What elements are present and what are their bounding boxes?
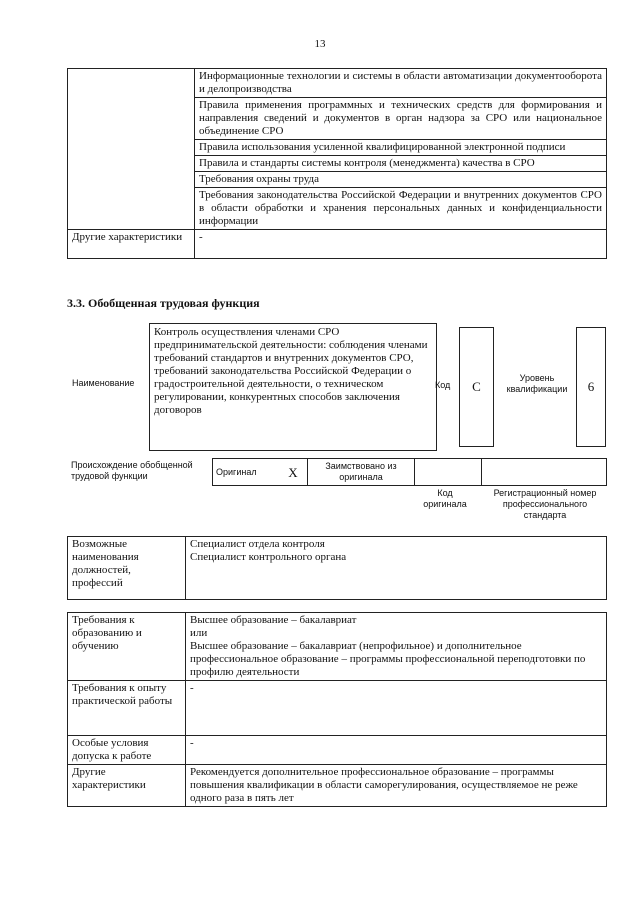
page-number: 13 [314, 38, 326, 50]
knowledge-item: Требования охраны труда [195, 172, 607, 188]
possible-names-table [67, 536, 607, 600]
conditions-value: - [186, 736, 607, 765]
other-characteristics-value: - [195, 230, 607, 259]
knowledge-item: Информационные технологии и системы в области автоматизации документооборота и делопроизводства [195, 69, 607, 98]
list-item: Специалист контрольного органа [190, 551, 347, 563]
list-item: или [190, 627, 208, 639]
table-row [68, 537, 607, 600]
original-label: Оригинал [213, 459, 280, 486]
origin-table [212, 458, 607, 486]
list-item: Высшее образование – бакалавриат (непрофильное) и дополнительное профессиональное образование – программы профессиональной переподготовки по профилю деятельности [190, 640, 586, 678]
education-label: Требования к образованию и обучению [68, 613, 186, 681]
experience-value: - [186, 681, 607, 736]
possible-names-values [186, 537, 607, 600]
table-row [68, 230, 607, 259]
table-row [68, 613, 607, 681]
code-label: Код [435, 380, 451, 390]
knowledge-item: Правила применения программных и технических средств для формирования и направления сведений и документов в орган надзора за СРО или национальное объединение СРО [195, 98, 607, 140]
other-label: Другие характеристики [68, 765, 186, 807]
level-value-box: 6 [576, 327, 606, 447]
row-label-cell [68, 69, 195, 230]
list-item: Высшее образование – бакалавриат [190, 614, 357, 626]
education-values [186, 613, 607, 681]
code-value-box: C [459, 327, 494, 447]
table-row [68, 765, 607, 807]
knowledge-table [67, 68, 607, 259]
table-row [68, 736, 607, 765]
borrowed-label: Заимствовано из оригинала [308, 459, 415, 486]
name-label: Наименование [72, 378, 135, 388]
list-item: Специалист отдела контроля [190, 538, 325, 550]
table-row [213, 459, 607, 486]
origin-label: Происхождение обобщенной трудовой функции [71, 460, 193, 481]
experience-label: Требования к опыту практической работы [68, 681, 186, 736]
registration-number-cell [482, 459, 607, 486]
requirements-table [67, 612, 607, 807]
function-name-box: Контроль осуществления членами СРО предпринимательской деятельности: соблюдения членами требований стандартов и внутренних документов СРО, требований законодательства Российской Федерации о градостроительной деятельности, о техническом регулировании, конкурентных способов заключения договоров [149, 323, 437, 451]
original-mark: X [279, 459, 308, 486]
other-characteristics-label: Другие характеристики [68, 230, 195, 259]
knowledge-item: Требования законодательства Российской Федерации и внутренних документов СРО в области обработки и хранения персональных данных и конфиденциальности информации [195, 188, 607, 230]
registration-number-label: Регистрационный номер профессионального стандарта [493, 488, 597, 520]
original-code-label: Код оригинала [423, 488, 467, 509]
table-row [68, 69, 607, 98]
table-row [68, 681, 607, 736]
section-heading: 3.3. Обобщенная трудовая функция [67, 296, 260, 310]
original-code-cell [415, 459, 482, 486]
possible-names-label: Возможные наименования должностей, профессий [68, 537, 186, 600]
conditions-label: Особые условия допуска к работе [68, 736, 186, 765]
knowledge-item: Правила использования усиленной квалифицированной электронной подписи [195, 140, 607, 156]
level-label: Уровень квалификации [506, 373, 568, 394]
other-value: Рекомендуется дополнительное профессиональное образование – программы повышения квалификации в области саморегулирования, осуществляемое не реже одного раза в пять лет [186, 765, 607, 807]
knowledge-item: Правила и стандарты системы контроля (менеджмента) качества в СРО [195, 156, 607, 172]
